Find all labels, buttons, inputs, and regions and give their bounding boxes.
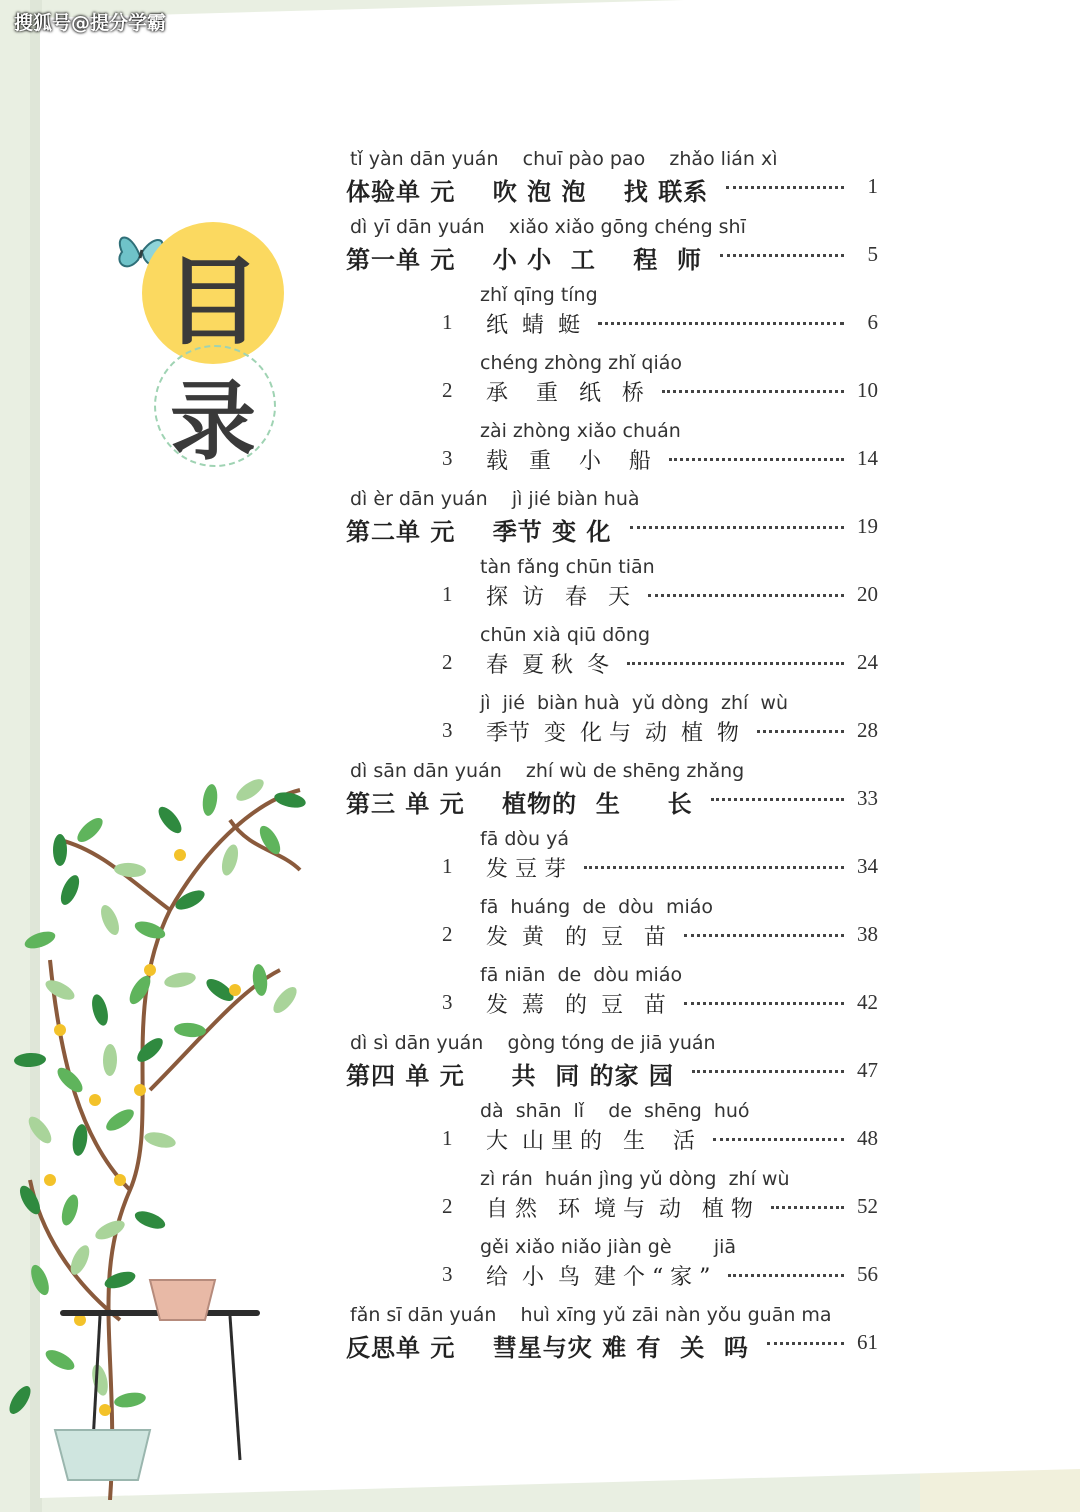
leaf bbox=[201, 783, 219, 817]
leader-dots bbox=[692, 1070, 844, 1075]
leaf bbox=[251, 963, 269, 996]
page-number: 10 bbox=[857, 378, 878, 402]
page-number: 24 bbox=[857, 650, 878, 674]
lesson-title[interactable]: 纸 蜻 蜓 bbox=[486, 313, 580, 338]
flower bbox=[44, 1174, 56, 1186]
leader-dots bbox=[771, 1206, 844, 1211]
unit-pinyin: dì sān dān yuán zhí wù de shēng zhǎng bbox=[350, 760, 745, 782]
flower bbox=[144, 964, 156, 976]
unit-title[interactable]: 反思单 元 彗星与灾 难 有 关 吗 bbox=[346, 1334, 749, 1362]
page-number: 14 bbox=[857, 446, 878, 470]
leaf bbox=[113, 1390, 147, 1409]
page-number: 1 bbox=[867, 174, 878, 198]
lesson-pinyin: chéng zhòng zhǐ qiáo bbox=[480, 352, 683, 374]
page-number: 6 bbox=[867, 310, 878, 334]
leader-dots bbox=[757, 730, 844, 735]
leaf bbox=[57, 873, 83, 908]
leader-dots bbox=[584, 866, 844, 871]
leader-dots bbox=[648, 594, 844, 599]
leaf bbox=[103, 1044, 118, 1076]
watermark: 搜狐号@提分学霸 bbox=[14, 12, 167, 34]
lesson-number: 3 bbox=[442, 990, 453, 1014]
lesson-pinyin: zhǐ qīng tíng bbox=[480, 284, 598, 306]
lesson-pinyin: tàn fǎng chūn tiān bbox=[480, 556, 655, 578]
lesson-number: 3 bbox=[442, 1262, 453, 1286]
lesson-pinyin: zài zhòng xiǎo chuán bbox=[480, 420, 681, 442]
leaf bbox=[25, 1113, 56, 1147]
unit-title[interactable]: 第二单 元 季节 变 化 bbox=[346, 518, 612, 546]
lesson-number: 1 bbox=[442, 1126, 453, 1150]
lesson-number: 2 bbox=[442, 650, 453, 674]
unit-title[interactable]: 第一单 元 小 小 工 程 师 bbox=[346, 246, 702, 274]
lesson-number: 2 bbox=[442, 378, 453, 402]
lesson-number: 1 bbox=[442, 310, 453, 334]
flower bbox=[89, 1094, 101, 1106]
leader-dots bbox=[726, 186, 844, 191]
leader-dots bbox=[630, 526, 845, 531]
lesson-title[interactable]: 发 豆 芽 bbox=[486, 857, 566, 882]
leaf bbox=[97, 903, 122, 938]
lesson-title[interactable]: 季节 变 化 与 动 植 物 bbox=[486, 721, 739, 746]
lesson-title[interactable]: 发 黄 的 豆 苗 bbox=[486, 925, 666, 950]
lesson-title[interactable]: 承 重 纸 桥 bbox=[486, 381, 644, 406]
leaf bbox=[273, 790, 307, 810]
lesson-title[interactable]: 探 访 春 天 bbox=[486, 585, 630, 610]
leader-dots bbox=[669, 458, 844, 463]
lesson-number: 3 bbox=[442, 718, 453, 742]
lesson-title[interactable]: 给 小 鸟 建 个 “ 家 ” bbox=[486, 1265, 711, 1290]
leaf bbox=[269, 983, 300, 1017]
lesson-title[interactable]: 发 蔫 的 豆 苗 bbox=[486, 993, 666, 1018]
leaf bbox=[54, 1064, 87, 1096]
lesson-pinyin: fā niān de dòu miáo bbox=[480, 964, 683, 986]
leaf bbox=[43, 976, 78, 1003]
leaf bbox=[59, 1193, 82, 1228]
page-number: 38 bbox=[857, 922, 878, 946]
leaf bbox=[89, 993, 111, 1028]
leader-dots bbox=[684, 934, 844, 939]
flower bbox=[174, 849, 186, 861]
potted-plant-illustration bbox=[0, 760, 320, 1500]
leaf bbox=[163, 970, 197, 990]
flower bbox=[229, 984, 241, 996]
lesson-title[interactable]: 春 夏 秋 冬 bbox=[486, 653, 609, 678]
leader-dots bbox=[720, 254, 844, 259]
leaf bbox=[28, 1263, 53, 1298]
flower bbox=[134, 1084, 146, 1096]
lesson-title[interactable]: 自 然 环 境 与 动 植 物 bbox=[486, 1197, 753, 1222]
title-char-mu: 目 bbox=[165, 245, 261, 358]
leaf bbox=[5, 1383, 34, 1417]
lesson-title[interactable]: 载 重 小 船 bbox=[486, 449, 651, 474]
unit-pinyin: dì sì dān yuán gòng tóng de jiā yuán bbox=[350, 1032, 716, 1054]
leaf bbox=[89, 1363, 110, 1397]
page-number: 28 bbox=[857, 718, 878, 742]
unit-pinyin: tǐ yàn dān yuán chuī pào pao zhǎo lián xì bbox=[350, 148, 778, 170]
leaf bbox=[53, 834, 67, 866]
lesson-pinyin: zì rán huán jìng yǔ dòng zhí wù bbox=[480, 1168, 790, 1190]
lesson-pinyin: gěi xiǎo niǎo jiàn gè jiā bbox=[480, 1236, 737, 1258]
page-number: 20 bbox=[857, 582, 878, 606]
page-number: 42 bbox=[857, 990, 878, 1014]
flower bbox=[99, 1404, 111, 1416]
lesson-pinyin: jì jié biàn huà yǔ dòng zhí wù bbox=[480, 692, 788, 714]
lesson-pinyin: dà shān lǐ de shēng huó bbox=[480, 1100, 750, 1122]
unit-title[interactable]: 第三 单 元 植物的 生 长 bbox=[346, 790, 693, 818]
lesson-number: 1 bbox=[442, 582, 453, 606]
page-number: 47 bbox=[857, 1058, 878, 1082]
leaf bbox=[23, 928, 58, 952]
leaf bbox=[133, 1034, 166, 1066]
leaf bbox=[219, 843, 241, 878]
page-number: 52 bbox=[857, 1194, 878, 1218]
flower bbox=[114, 1174, 126, 1186]
page-number: 61 bbox=[857, 1330, 878, 1354]
leader-dots bbox=[767, 1342, 844, 1347]
page-number: 19 bbox=[857, 514, 878, 538]
page-number: 56 bbox=[857, 1262, 878, 1286]
page-number: 34 bbox=[857, 854, 878, 878]
flower bbox=[54, 1024, 66, 1036]
leaf bbox=[14, 1052, 47, 1068]
leaf bbox=[154, 803, 185, 837]
page-number: 48 bbox=[857, 1126, 878, 1150]
page-number: 33 bbox=[857, 786, 878, 810]
leader-dots bbox=[684, 1002, 844, 1007]
leaf bbox=[133, 918, 168, 942]
leaf bbox=[43, 1346, 78, 1374]
leader-dots bbox=[711, 798, 844, 803]
leader-dots bbox=[662, 390, 844, 395]
leaf bbox=[74, 814, 107, 846]
title-char-lu: 录 bbox=[170, 371, 256, 472]
leaf bbox=[114, 862, 147, 878]
lesson-pinyin: fā huáng de dòu miáo bbox=[480, 896, 714, 918]
lesson-number: 3 bbox=[442, 446, 453, 470]
leader-dots bbox=[713, 1138, 844, 1143]
leader-dots bbox=[627, 662, 844, 667]
unit-title[interactable]: 体验单 元 吹 泡 泡 找 联系 bbox=[346, 178, 709, 206]
lesson-title[interactable]: 大 山 里 的 生 活 bbox=[486, 1129, 695, 1154]
unit-pinyin: fǎn sī dān yuán huì xīng yǔ zāi nàn yǒu guān ma bbox=[350, 1304, 832, 1326]
unit-pinyin: dì èr dān yuán jì jié biàn huà bbox=[350, 488, 640, 510]
leaf bbox=[233, 775, 267, 805]
lesson-number: 2 bbox=[442, 1194, 453, 1218]
lesson-pinyin: chūn xià qiū dōng bbox=[480, 624, 651, 646]
leader-dots bbox=[728, 1274, 844, 1279]
page-number: 5 bbox=[867, 242, 878, 266]
unit-title[interactable]: 第四 单 元 共 同 的家 园 bbox=[346, 1062, 674, 1090]
leaf bbox=[143, 1130, 177, 1151]
leaf bbox=[103, 1105, 137, 1135]
unit-pinyin: dì yī dān yuán xiǎo xiǎo gōng chéng shī bbox=[350, 216, 746, 238]
leader-dots bbox=[598, 322, 844, 327]
leaf bbox=[93, 1217, 128, 1244]
leaf bbox=[133, 1208, 168, 1233]
lesson-pinyin: fā dòu yá bbox=[480, 828, 570, 850]
lesson-number: 1 bbox=[442, 854, 453, 878]
lesson-number: 2 bbox=[442, 922, 453, 946]
